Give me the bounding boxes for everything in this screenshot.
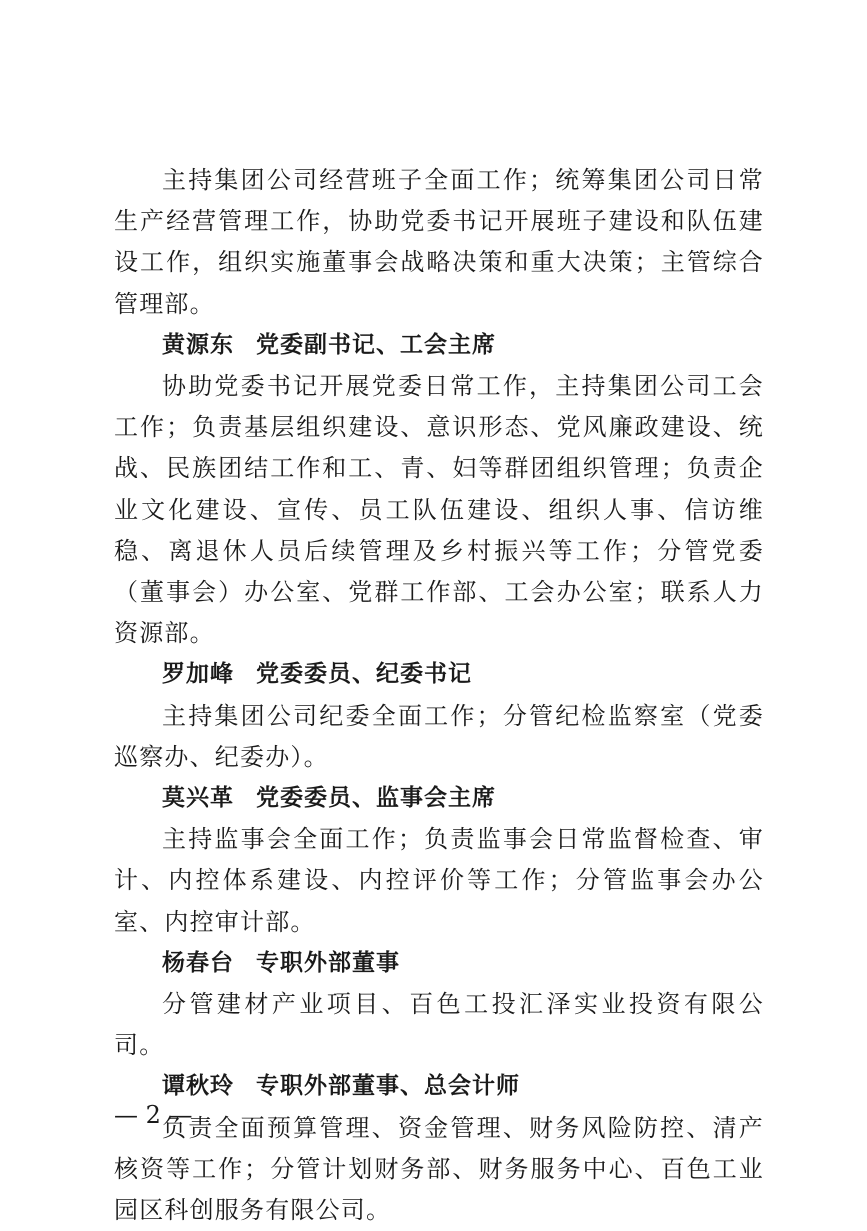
entry-duties-paragraph: 主持集团公司纪委全面工作；分管纪检监察室（党委巡察办、纪委办）。 (114, 701, 764, 771)
entry-heading (114, 654, 764, 695)
entry-block (114, 943, 764, 1067)
entry-heading (114, 1066, 764, 1107)
entry-heading (114, 325, 764, 366)
entry-title: 专职外部董事 (256, 949, 400, 976)
entry-duties-paragraph: 分管建材产业项目、百色工投汇泽实业投资有限公司。 (114, 990, 764, 1060)
entry-title: 党委委员、监事会主席 (256, 785, 496, 812)
entry-heading (114, 943, 764, 984)
intro-duties-paragraph: 主持集团公司经营班子全面工作；统筹集团公司日常生产经营管理工作，协助党委书记开展班子建设和队伍建设工作，组织实施董事会战略决策和重大决策；主管综合管理部。 (114, 166, 764, 318)
entry-name: 莫兴革 (162, 785, 234, 812)
entry-block (114, 654, 764, 778)
entry-name: 罗加峰 (162, 661, 234, 688)
entry-block (114, 325, 764, 655)
entry-title: 专职外部董事、总会计师 (256, 1073, 520, 1100)
entry-duties-paragraph: 负责全面预算管理、资金管理、财务风险防控、清产核资等工作；分管计划财务部、财务服务中心、百色工业园区科创服务有限公司。 (114, 1113, 764, 1225)
entry-title: 党委委员、纪委书记 (256, 661, 472, 688)
entry-block (114, 1066, 764, 1231)
entry-name: 谭秋玲 (162, 1073, 234, 1100)
entry-duties-paragraph: 主持监事会全面工作；负责监事会日常监督检查、审计、内控体系建设、内控评价等工作；分管监事会办公室、内控审计部。 (114, 825, 764, 936)
entry-block (114, 778, 764, 943)
entry-name: 杨春台 (162, 949, 234, 976)
entry-heading (114, 778, 764, 819)
page-number: — 2 — (114, 1101, 193, 1129)
document-body (114, 160, 764, 1231)
entry-duties-paragraph: 协助党委书记开展党委日常工作，主持集团公司工会工作；负责基层组织建设、意识形态、党风廉政建设、统战、民族团结工作和工、青、妇等群团组织管理；负责企业文化建设、宣传、员工队伍建设、组织人事、信访维稳、离退休人员后续管理及乡村振兴等工作；分管党委（董事会）办公室、党群工作部、工会办公室；联系人力资源部。 (114, 372, 764, 648)
entry-title: 党委副书记、工会主席 (256, 331, 496, 358)
entry-name: 黄源东 (162, 331, 234, 358)
